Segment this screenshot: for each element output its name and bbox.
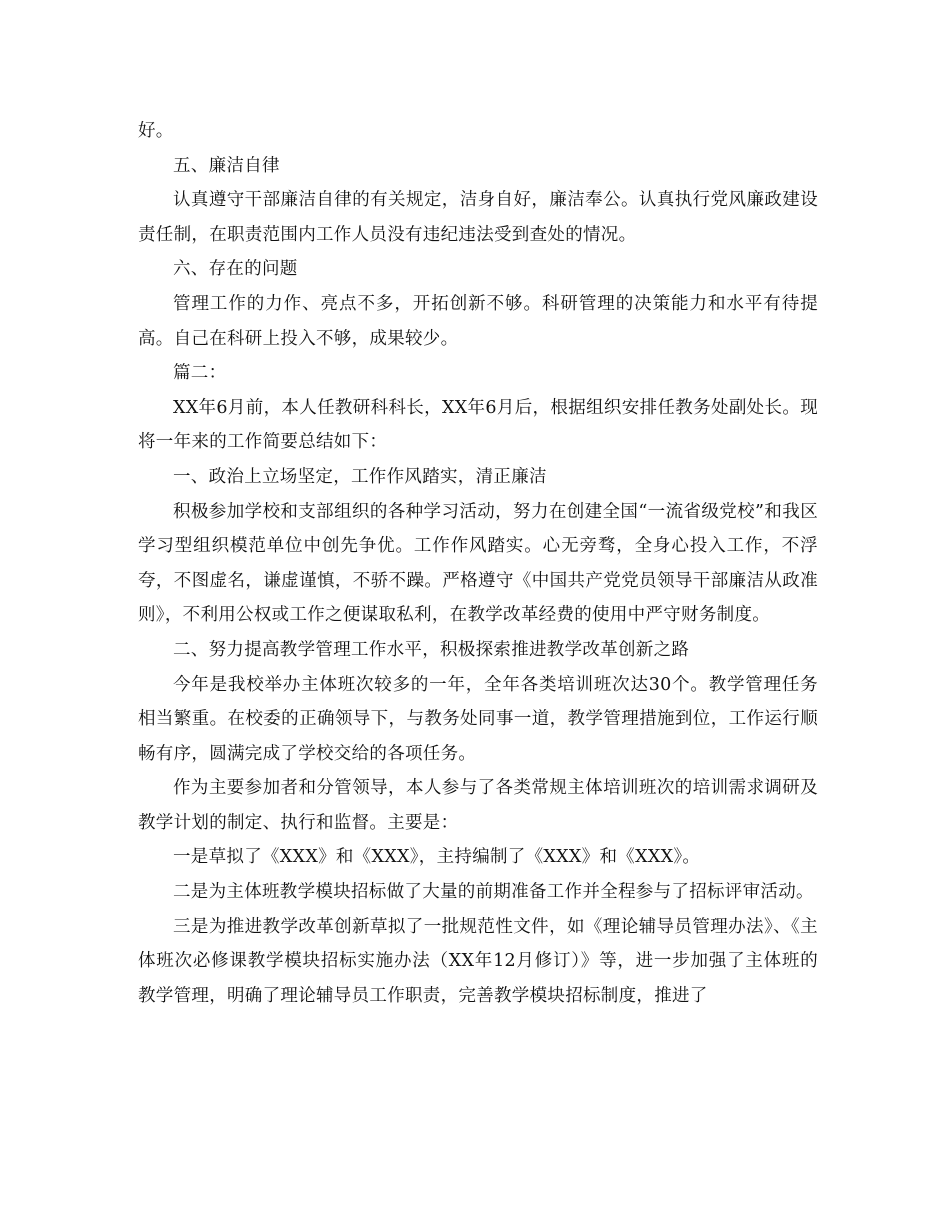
paragraph-intro: XX年6月前，本人任教研科科长，XX年6月后，根据组织安排任教务处副处长。现将一年来的工作简要总结如下： xyxy=(138,397,818,453)
list-item-three: 三是为推进教学改革创新草拟了一批规范性文件，如《理论辅导员管理办法》、《主体班次必修课教学模块招标实施办法（XX年12月修订）》等，进一步加强了主体班的教学管理，明确了理论辅导员工作职责，完善教学模块招标制度，推进了 xyxy=(138,916,818,1006)
paragraph-political: 积极参加学校和支部组织的各种学习活动，努力在创建全国“一流省级党校”和我区学习型组织模范单位中创先争优。工作作风踏实。心无旁骛，全身心投入工作，不浮夸，不图虚名，谦虚谨慎，不骄不躁。严格遵守《中国共产党党员领导干部廉洁从政准则》，不利用公权或工作之便谋取私利，在教学改革经费的使用中严守财务制度。 xyxy=(138,501,818,626)
section-heading-integrity: 五、廉洁自律 xyxy=(173,155,280,176)
document-body xyxy=(138,114,818,1013)
section-heading-political: 一、政治上立场坚定，工作作风踏实，清正廉洁 xyxy=(173,466,547,487)
section-heading-teaching-management: 二、努力提高教学管理工作水平，积极探索推进教学改革创新之路 xyxy=(173,639,690,660)
paragraph-integrity: 认真遵守干部廉洁自律的有关规定，洁身自好，廉洁奉公。认真执行党风廉政建设责任制，在职责范围内工作人员没有违纪违法受到查处的情况。 xyxy=(138,190,818,245)
paragraph-problems: 管理工作的力作、亮点不多，开拓创新不够。科研管理的决策能力和水平有待提高。自己在科研上投入不够，成果较少。 xyxy=(138,293,818,349)
list-item-two: 二是为主体班教学模块招标做了大量的前期准备工作并全程参与了招标评审活动。 xyxy=(173,882,814,903)
paragraph-role: 作为主要参加者和分管领导，本人参与了各类常规主体培训班次的培训需求调研及教学计划的制定、执行和监督。主要是： xyxy=(138,778,818,833)
paragraph-teaching-workload: 今年是我校举办主体班次较多的一年，全年各类培训班次达30个。教学管理任务相当繁重。在校委的正确领导下，与教务处同事一道，教学管理措施到位，工作运行顺畅有序，圆满完成了学校交给的各项任务。 xyxy=(138,674,818,764)
list-item-one: 一是草拟了《XXX》和《XXX》，主持编制了《XXX》和《XXX》。 xyxy=(173,847,701,868)
section-heading-problems: 六、存在的问题 xyxy=(173,259,298,280)
part-heading-two: 篇二： xyxy=(173,363,227,384)
paragraph-continuation: 好。 xyxy=(138,121,174,141)
